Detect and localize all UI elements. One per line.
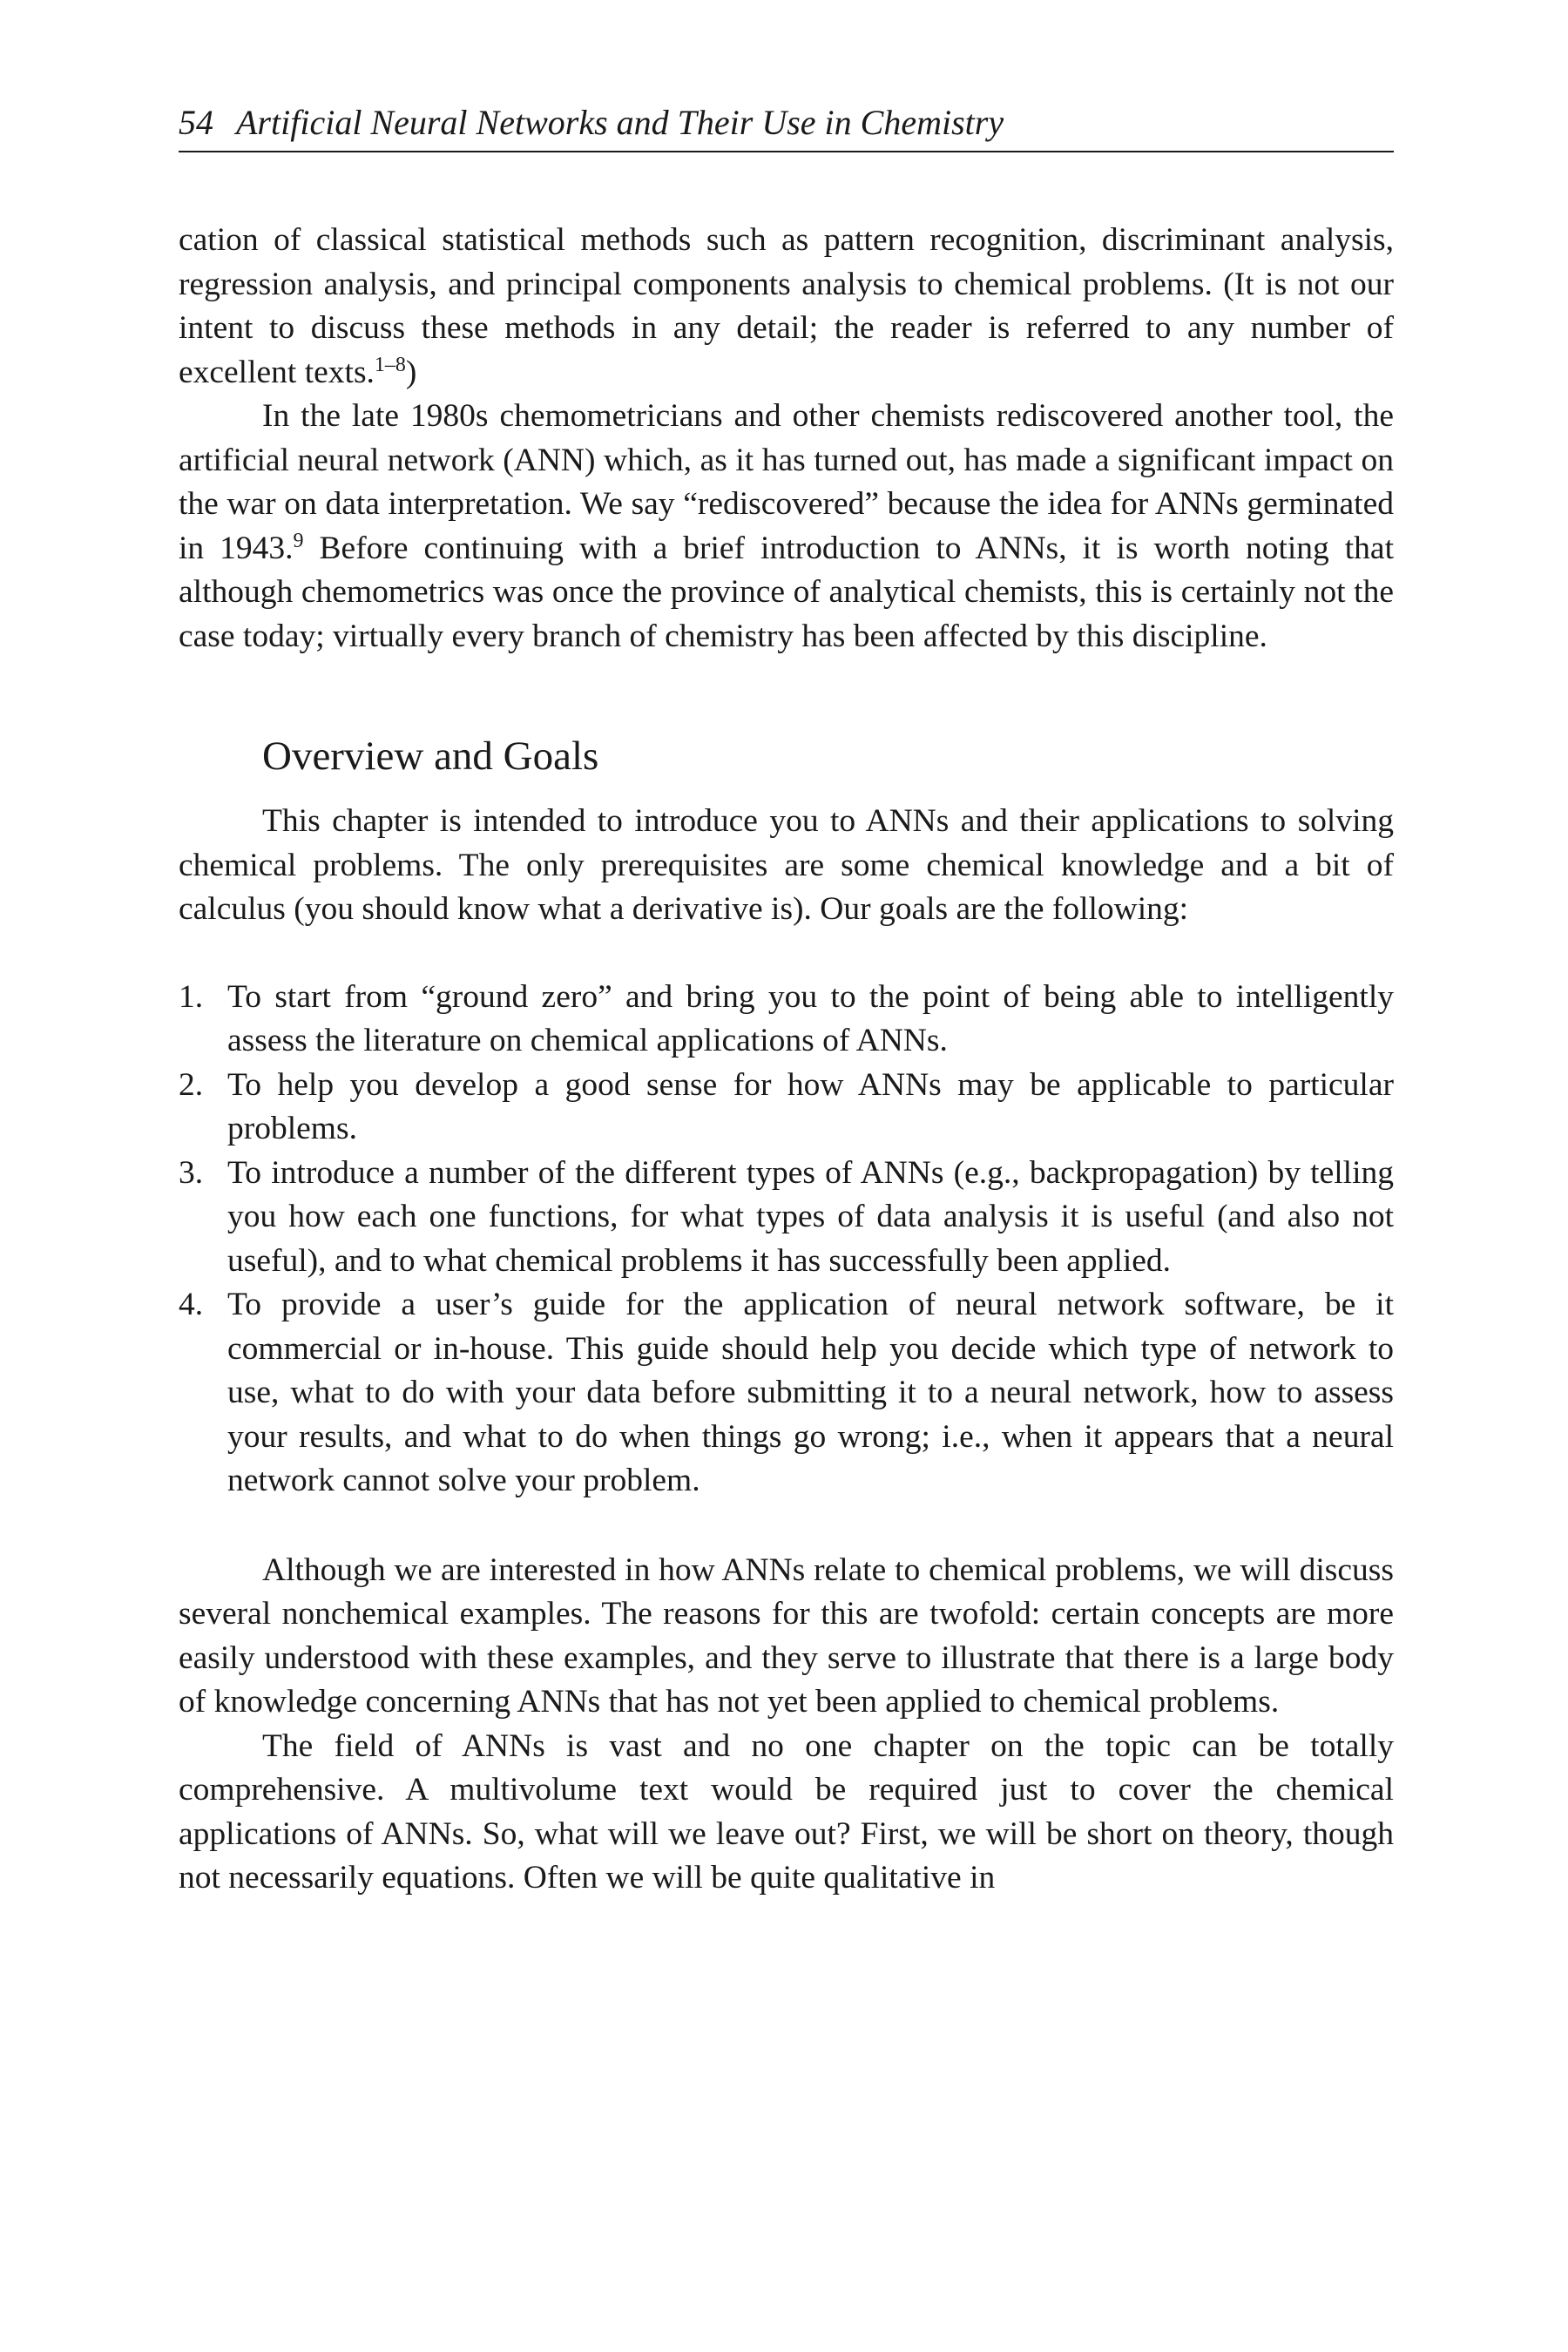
paragraph-nonchemical-examples: Although we are interested in how ANNs relate to chemical problems, we will discuss several nonchemical examples. The reasons for this are twofold: certain concepts are more easily understood with these examples, and they serve to illustrate that there is a large body of knowledge concerning ANNs that has not yet been applied to chemical problems.: [179, 1551, 1394, 1720]
paragraph-chapter-intro: This chapter is intended to introduce you to ANNs and their applications to solving chemical problems. The only prerequisites are some chemical knowledge and a bit of calculus (you should know what a derivative is). Our goals are the following:: [179, 803, 1394, 927]
paragraph-text: In the late 1980s chemometricians and other chemists rediscovered another tool, the artificial neural network (ANN) which, as it has turned out, has made a significant impact on the war on data interpretation. We say “rediscovered” because the idea for ANNs germinated in 1943.: [179, 398, 1394, 566]
list-item: [179, 1152, 1394, 1284]
citation-superscript: 1–8: [374, 353, 406, 376]
running-header: [179, 100, 1394, 152]
paragraph-text: Before continuing with a brief introduction to ANNs, it is worth noting that although chemometrics was once the province of analytical chemists, this is certainly not the case today; virtually every branch of chemistry has been affected by this discipline.: [179, 530, 1394, 654]
page-number: 54: [179, 103, 213, 142]
list-item-text: To help you develop a good sense for how ANNs may be applicable to particular problems.: [227, 1066, 1394, 1146]
list-item-number: 4.: [179, 1287, 204, 1322]
body-text: [179, 219, 1394, 1901]
citation-superscript: 9: [293, 529, 304, 552]
list-item-number: 3.: [179, 1154, 204, 1191]
list-item-text: To provide a user’s guide for the application of neural network software, be it commercial or in-house. This guide should help you decide which type of network to use, what to do with your data before submitting it to a neural network, how to assess your results, and what to do when things go wrong; i.e., when it appears that a neural network cannot solve your problem.: [227, 1287, 1394, 1498]
list-item: [179, 1283, 1394, 1504]
running-title: Artificial Neural Networks and Their Use in Chemistry: [236, 103, 1004, 142]
list-item-number: 1.: [179, 978, 204, 1015]
list-item: [179, 1064, 1394, 1152]
paragraph-text: cation of classical statistical methods such as pattern recognition, discriminant analysis, regression analysis, and principal components analysis to chemical problems. (It is not our intent to discuss these methods in any detail; the reader is referred to any number of excellent texts.: [179, 222, 1394, 390]
closing-parenthesis: ): [405, 354, 417, 390]
paragraph-scope: The field of ANNs is vast and no one chapter on the topic can be totally comprehensive. A multivolume text would be required just to cover the chemical applications of ANNs. So, what will we leave out? First, we will be short on theory, though not necessarily equations. Often we will be quite qualitative in: [179, 1727, 1394, 1896]
book-page: [179, 100, 1394, 1901]
paragraph-ann-rediscovered: [179, 395, 1394, 659]
paragraph-continued: [179, 219, 1394, 395]
section-heading: Overview and Goals: [262, 733, 599, 779]
list-item-number: 2.: [179, 1066, 204, 1103]
list-item-text: To start from “ground zero” and bring you to the point of being able to intelligently assess the literature on chemical applications of ANNs.: [227, 978, 1394, 1058]
goals-list: [179, 976, 1394, 1504]
list-item: [179, 976, 1394, 1064]
list-item-text: To introduce a number of the different types of ANNs (e.g., backpropagation) by telling you how each one functions, for what types of data analysis it is useful (and also not useful), and to what chemical problems it has successfully been applied.: [227, 1154, 1394, 1279]
